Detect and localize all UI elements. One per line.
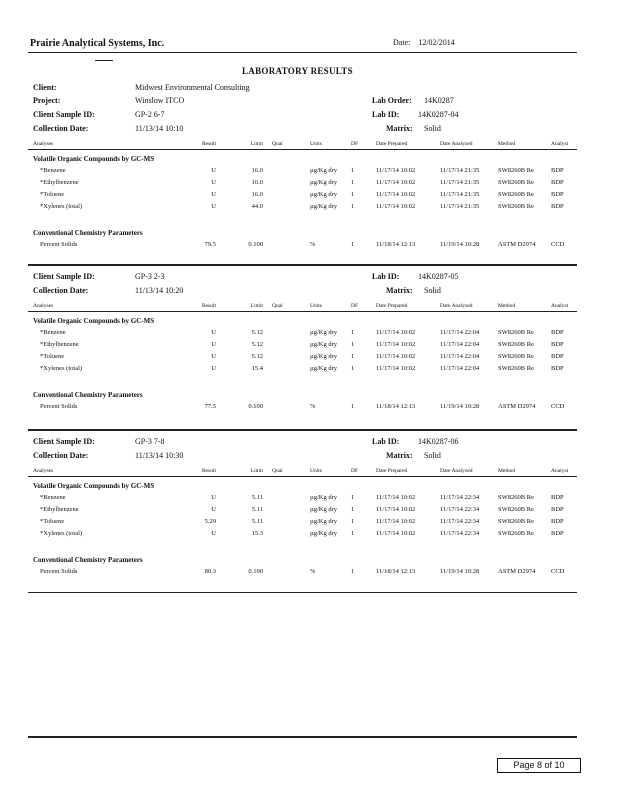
voc-group-title: Volatile Organic Compounds by GC-MS (33, 317, 155, 325)
table-cell: BDP (551, 530, 564, 537)
table-cell: BDP (551, 518, 564, 525)
table-cell: Percent Solids (40, 403, 78, 410)
table-cell: SW8260B Re (498, 365, 534, 372)
header-tick (95, 60, 113, 61)
table-cell: BDP (551, 203, 564, 210)
column-header: Qual (272, 141, 283, 147)
table-cell: % (310, 403, 316, 410)
column-header: Date Analyzed (440, 141, 473, 147)
client-sample-id-value: GP-2 6-7 (135, 110, 165, 119)
footer-rule (28, 736, 577, 738)
table-cell: µg/Kg dry (310, 203, 338, 210)
column-header: Analyst (551, 468, 569, 474)
matrix-label: Matrix: (386, 286, 413, 295)
collection-date-label: Collection Date: (33, 286, 89, 295)
column-header: Qual (272, 303, 283, 309)
table-cell: 11/17/14 10:02 (376, 191, 416, 198)
table-cell: SW8260B Re (498, 506, 534, 513)
table-cell: 1 (351, 241, 355, 248)
table-cell: *Xylenes (total) (40, 365, 83, 372)
table-cell: 77.5 (204, 403, 216, 410)
column-header: Qual (272, 468, 283, 474)
table-cell: CCD (551, 403, 565, 410)
table-cell: 0.100 (248, 568, 263, 575)
table-cell: BDP (551, 167, 564, 174)
table-cell: 15.4 (251, 365, 263, 372)
table-cell: SW8260B Re (498, 329, 534, 336)
company-name: Prairie Analytical Systems, Inc. (30, 38, 165, 49)
table-cell: 11/17/14 22:34 (440, 518, 480, 525)
collection-date-label: Collection Date: (33, 451, 89, 460)
table-cell: U (211, 494, 216, 501)
matrix-value: Solid (424, 451, 441, 460)
table-cell: 80.3 (204, 568, 216, 575)
table-cell: µg/Kg dry (310, 353, 338, 360)
table-cell: U (211, 506, 216, 513)
conv-group-title: Conventional Chemistry Parameters (33, 229, 143, 237)
table-cell: 11/18/14 12:13 (376, 241, 416, 248)
column-header: Date Prepared (376, 141, 408, 147)
table-cell: BDP (551, 191, 564, 198)
table-cell: 5.29 (204, 518, 216, 525)
table-cell: SW8260B Re (498, 191, 534, 198)
column-header: Analyses (33, 141, 54, 147)
table-cell: SW8260B Re (498, 203, 534, 210)
column-header-rule (28, 311, 577, 312)
table-cell: 0.100 (248, 241, 263, 248)
table-cell: BDP (551, 494, 564, 501)
table-cell: ASTM D2974 (498, 403, 536, 410)
table-cell: % (310, 568, 316, 575)
table-cell: 1 (351, 506, 355, 513)
table-cell: SW8260B Re (498, 530, 534, 537)
lab-id-label: Lab ID: (372, 272, 400, 281)
table-cell: U (211, 203, 216, 210)
table-cell: 15.3 (251, 530, 263, 537)
table-cell: 11/17/14 10:02 (376, 365, 416, 372)
table-cell: 5.12 (251, 329, 263, 336)
report-date (393, 38, 455, 47)
section-end-rule (28, 592, 577, 593)
table-cell: 1 (351, 167, 355, 174)
table-cell: 16.0 (251, 179, 263, 186)
matrix-value: Solid (424, 124, 441, 133)
table-cell: BDP (551, 365, 564, 372)
table-cell: 11/17/14 10:02 (376, 203, 416, 210)
column-header: Analyses (33, 303, 54, 309)
table-cell: 11/19/14 10:28 (440, 403, 480, 410)
collection-date-value: 11/13/14 10:10 (135, 124, 184, 133)
table-cell: CCD (551, 568, 565, 575)
table-cell: 11/17/14 22:04 (440, 353, 480, 360)
column-header: Result (201, 303, 216, 309)
table-cell: 1 (351, 329, 355, 336)
table-cell: CCD (551, 241, 565, 248)
table-cell: U (211, 530, 216, 537)
column-header: DF (351, 468, 359, 474)
table-cell: µg/Kg dry (310, 518, 338, 525)
table-cell: U (211, 329, 216, 336)
table-cell: 1 (351, 530, 355, 537)
table-cell: 0.100 (248, 403, 263, 410)
table-cell: 5.12 (251, 353, 263, 360)
table-cell: U (211, 341, 216, 348)
client-sample-id-label: Client Sample ID: (33, 437, 95, 446)
page-number: Page 8 of 10 (497, 758, 581, 773)
column-header: Units (310, 303, 322, 309)
table-cell: 11/17/14 10:02 (376, 506, 416, 513)
matrix-value: Solid (424, 286, 441, 295)
header-rule (28, 52, 577, 53)
collection-date-value: 11/13/14 10:30 (135, 451, 184, 460)
table-cell: U (211, 179, 216, 186)
table-cell: BDP (551, 506, 564, 513)
lab-id-label: Lab ID: (372, 437, 400, 446)
table-cell: 11/18/14 12:13 (376, 568, 416, 575)
table-cell: *Xylenes (total) (40, 530, 83, 537)
table-cell: 11/17/14 10:02 (376, 179, 416, 186)
project-label: Project: (33, 96, 61, 105)
table-cell: BDP (551, 179, 564, 186)
column-header: DF (351, 303, 359, 309)
column-header-rule (28, 476, 577, 477)
lab-id-label: Lab ID: (372, 110, 400, 119)
column-header: Units (310, 141, 322, 147)
table-cell: 11/17/14 22:34 (440, 530, 480, 537)
column-header: Date Prepared (376, 468, 408, 474)
conv-group-title: Conventional Chemistry Parameters (33, 556, 143, 564)
table-cell: µg/Kg dry (310, 329, 338, 336)
column-header: Method (498, 468, 516, 474)
column-header: Date Analyzed (440, 468, 473, 474)
column-header: Limit (250, 303, 263, 309)
table-cell: ASTM D2974 (498, 241, 536, 248)
column-header: Method (498, 141, 516, 147)
table-cell: *Toluene (40, 353, 65, 360)
column-header: Method (498, 303, 516, 309)
date-value: 12/02/2014 (418, 38, 455, 47)
table-cell: 11/17/14 22:34 (440, 494, 480, 501)
table-cell: 11/17/14 22:04 (440, 329, 480, 336)
client-sample-id-label: Client Sample ID: (33, 272, 95, 281)
table-cell: *Ethylbenzene (40, 341, 79, 348)
table-cell: *Benzene (40, 329, 66, 336)
lab-id-value: 14K0287-06 (418, 437, 459, 446)
column-header: Date Prepared (376, 303, 408, 309)
table-cell: 1 (351, 403, 355, 410)
table-cell: 1 (351, 365, 355, 372)
conv-group-title: Conventional Chemistry Parameters (33, 391, 143, 399)
table-cell: *Toluene (40, 518, 65, 525)
table-cell: 79.5 (204, 241, 216, 248)
table-cell: *Benzene (40, 494, 66, 501)
table-cell: BDP (551, 341, 564, 348)
table-cell: 5.11 (251, 506, 263, 513)
table-cell: µg/Kg dry (310, 506, 338, 513)
column-header: Analyses (33, 468, 54, 474)
column-header: Units (310, 468, 322, 474)
matrix-label: Matrix: (386, 451, 413, 460)
matrix-label: Matrix: (386, 124, 413, 133)
section-rule (28, 264, 577, 266)
table-cell: 1 (351, 353, 355, 360)
client-sample-id-value: GP-3 7-8 (135, 437, 165, 446)
table-cell: U (211, 365, 216, 372)
table-cell: U (211, 353, 216, 360)
table-cell: 1 (351, 568, 355, 575)
column-header: Analyst (551, 141, 569, 147)
table-cell: 11/17/14 21:35 (440, 191, 480, 198)
column-header: DF (351, 141, 359, 147)
table-cell: 11/19/14 10:28 (440, 241, 480, 248)
table-cell: SW8260B Re (498, 518, 534, 525)
table-cell: µg/Kg dry (310, 191, 338, 198)
voc-group-title: Volatile Organic Compounds by GC-MS (33, 482, 155, 490)
table-cell: *Ethylbenzene (40, 506, 79, 513)
table-cell: SW8260B Re (498, 167, 534, 174)
table-cell: 44.0 (251, 203, 263, 210)
table-cell: 11/18/14 12:13 (376, 403, 416, 410)
table-cell: 11/17/14 22:04 (440, 341, 480, 348)
table-cell: 1 (351, 518, 355, 525)
table-cell: % (310, 241, 316, 248)
column-header-rule (28, 149, 577, 150)
table-cell: 11/17/14 10:02 (376, 494, 416, 501)
table-cell: 11/17/14 22:04 (440, 365, 480, 372)
table-cell: 11/17/14 10:02 (376, 167, 416, 174)
table-cell: 1 (351, 494, 355, 501)
column-header: Limit (250, 468, 263, 474)
table-cell: *Benzene (40, 167, 66, 174)
table-cell: Percent Solids (40, 568, 78, 575)
table-cell: Percent Solids (40, 241, 78, 248)
table-cell: *Xylenes (total) (40, 203, 83, 210)
table-cell: 11/17/14 22:34 (440, 506, 480, 513)
table-cell: SW8260B Re (498, 494, 534, 501)
table-cell: U (211, 191, 216, 198)
column-header: Limit (250, 141, 263, 147)
table-cell: 11/17/14 10:02 (376, 341, 416, 348)
table-cell: 11/17/14 21:35 (440, 167, 480, 174)
lab-order-value: 14K0287 (424, 96, 454, 105)
table-cell: SW8260B Re (498, 353, 534, 360)
column-header: Result (201, 468, 216, 474)
date-label: Date: (393, 38, 411, 47)
table-cell: 16.0 (251, 191, 263, 198)
table-cell: 11/19/14 10:28 (440, 568, 480, 575)
client-sample-id-value: GP-3 2-3 (135, 272, 165, 281)
table-cell: µg/Kg dry (310, 341, 338, 348)
report-title: LABORATORY RESULTS (242, 66, 353, 76)
table-cell: 11/17/14 10:02 (376, 329, 416, 336)
table-cell: µg/Kg dry (310, 530, 338, 537)
table-cell: *Toluene (40, 191, 65, 198)
table-cell: 1 (351, 191, 355, 198)
table-cell: 11/17/14 10:02 (376, 353, 416, 360)
table-cell: 16.0 (251, 167, 263, 174)
table-cell: 1 (351, 341, 355, 348)
project-value: Winslow ITCO (135, 96, 185, 105)
table-cell: BDP (551, 353, 564, 360)
table-cell: 5.11 (251, 494, 263, 501)
table-cell: SW8260B Re (498, 179, 534, 186)
table-cell: BDP (551, 329, 564, 336)
table-cell: SW8260B Re (498, 341, 534, 348)
table-cell: µg/Kg dry (310, 167, 338, 174)
table-cell: 11/17/14 21:35 (440, 179, 480, 186)
table-cell: ASTM D2974 (498, 568, 536, 575)
lab-id-value: 14K0287-05 (418, 272, 459, 281)
lab-order-label: Lab Order: (372, 96, 412, 105)
table-cell: *Ethylbenzene (40, 179, 79, 186)
table-cell: 5.11 (251, 518, 263, 525)
table-cell: 11/17/14 10:02 (376, 530, 416, 537)
table-cell: U (211, 167, 216, 174)
table-cell: µg/Kg dry (310, 365, 338, 372)
table-cell: 5.12 (251, 341, 263, 348)
collection-date-label: Collection Date: (33, 124, 89, 133)
table-cell: 11/17/14 21:35 (440, 203, 480, 210)
lab-id-value: 14K0287-04 (418, 110, 459, 119)
table-cell: 1 (351, 203, 355, 210)
column-header: Analyst (551, 303, 569, 309)
voc-group-title: Volatile Organic Compounds by GC-MS (33, 155, 155, 163)
client-sample-id-label: Client Sample ID: (33, 110, 95, 119)
table-cell: 1 (351, 179, 355, 186)
column-header: Date Analyzed (440, 303, 473, 309)
client-label: Client: (33, 83, 57, 92)
client-value: Midwest Environmental Consulting (135, 83, 250, 92)
table-cell: µg/Kg dry (310, 179, 338, 186)
column-header: Result (201, 141, 216, 147)
table-cell: 11/17/14 10:02 (376, 518, 416, 525)
collection-date-value: 11/13/14 10:20 (135, 286, 184, 295)
section-rule (28, 429, 577, 431)
table-cell: µg/Kg dry (310, 494, 338, 501)
